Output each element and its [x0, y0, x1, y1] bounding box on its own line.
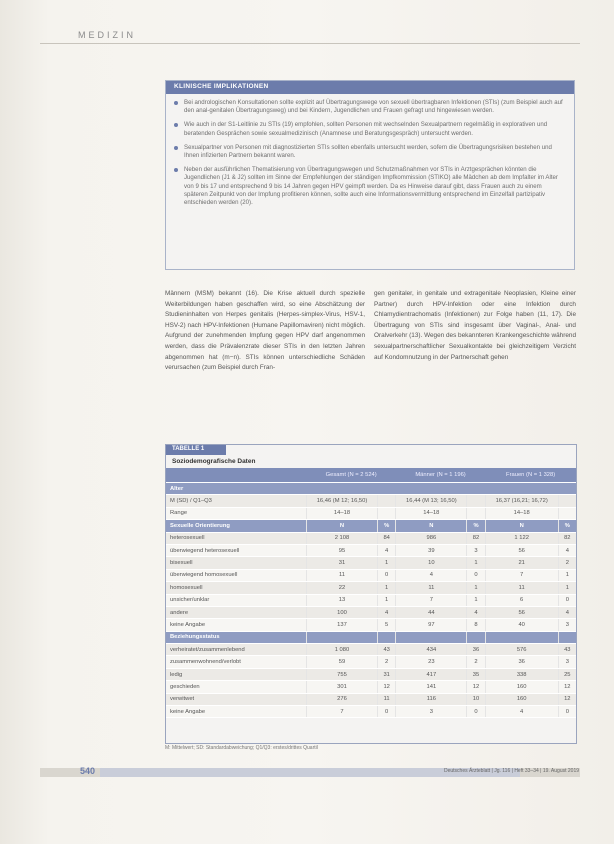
cell-value: 2 108 — [307, 532, 378, 544]
table-row — [166, 706, 576, 718]
row-label: keine Angabe — [166, 706, 307, 718]
row-label: M (SD) / Q1–Q3 — [166, 495, 307, 507]
cell-value: 4 — [377, 544, 395, 556]
cell-value: 2 — [377, 656, 395, 668]
cell-value: 39 — [396, 544, 467, 556]
cell-value: 6 — [485, 594, 558, 606]
table-footnote: M: Mittelwert; SD: Standardabweichung; Q1/Q3: erstes/drittes Quartil — [165, 745, 318, 751]
footer-citation: Deutsches Ärzteblatt | Jg. 116 | Heft 33–34 | 19. August 2019 — [444, 768, 579, 774]
cell-value: 12 — [377, 681, 395, 693]
cell-value: 84 — [377, 532, 395, 544]
row-label: Range — [166, 507, 307, 519]
cell-value — [467, 495, 485, 507]
section-label: MEDIZIN — [78, 30, 136, 40]
cell-value: 116 — [396, 693, 467, 705]
cell-value — [558, 495, 576, 507]
cell-value: 417 — [396, 668, 467, 680]
cell-value: 301 — [307, 681, 378, 693]
cell-value: 14–18 — [307, 507, 378, 519]
cell-value: 338 — [485, 668, 558, 680]
cell-value: 160 — [485, 681, 558, 693]
table-row — [166, 557, 576, 569]
cell-value: 31 — [307, 557, 378, 569]
cell-value: 0 — [558, 706, 576, 718]
column-header: Frauen (N = 1 328) — [485, 468, 576, 483]
row-label: verheiratet/zusammenlebend — [166, 644, 307, 656]
cell-value: 4 — [558, 544, 576, 556]
row-label: verwitwet — [166, 693, 307, 705]
cell-value: 434 — [396, 644, 467, 656]
cell-value: 56 — [485, 544, 558, 556]
row-label: heterosexuell — [166, 532, 307, 544]
cell-value: 36 — [467, 644, 485, 656]
box-list — [166, 99, 574, 207]
box-item: Wie auch in der S1-Leitlinie zu STIs (19) empfohlen, sollten Personen mit wechselnden Sexualpartnern regelmäßig in explorativen und beratenden Gesprächen sowie sexualmedizinisch (Anamnese und Beratungsgespräch) untersucht werden. — [174, 121, 566, 137]
cell-value: 21 — [485, 557, 558, 569]
cell-value: 31 — [377, 668, 395, 680]
table-row — [166, 594, 576, 606]
cell-value: 59 — [307, 656, 378, 668]
cell-value: 276 — [307, 693, 378, 705]
cell-value: 1 — [377, 582, 395, 594]
cell-value: 16,44 (M 13; 16,50) — [396, 495, 467, 507]
table-row — [166, 619, 576, 631]
table-row — [166, 644, 576, 656]
cell-value: 160 — [485, 693, 558, 705]
row-label: überwiegend homosexuell — [166, 569, 307, 581]
cell-value: 8 — [467, 619, 485, 631]
table-row — [166, 668, 576, 680]
bullet-icon — [174, 168, 178, 172]
cell-value: 11 — [485, 582, 558, 594]
cell-value: 3 — [558, 619, 576, 631]
group-label: Alter — [166, 483, 576, 495]
row-label: überwiegend heterosexuell — [166, 544, 307, 556]
cell-value: 16,37 (16,21; 16,72) — [485, 495, 558, 507]
cell-value: 1 122 — [485, 532, 558, 544]
row-label: unsicher/unklar — [166, 594, 307, 606]
cell-value: 82 — [558, 532, 576, 544]
cell-value: 13 — [307, 594, 378, 606]
cell-value: 1 — [467, 582, 485, 594]
cell-value: 23 — [396, 656, 467, 668]
cell-value: 7 — [485, 569, 558, 581]
cell-value: 576 — [485, 644, 558, 656]
cell-value — [396, 631, 467, 643]
column-header: Gesamt (N = 2 524) — [307, 468, 396, 483]
bullet-icon — [174, 123, 178, 127]
table-header-row — [166, 468, 576, 483]
cell-value: N — [485, 520, 558, 532]
cell-value: 141 — [396, 681, 467, 693]
cell-value — [307, 631, 378, 643]
table-row — [166, 495, 576, 507]
page-number: 540 — [80, 766, 96, 776]
cell-value: 100 — [307, 606, 378, 618]
cell-value — [467, 507, 485, 519]
cell-value — [485, 631, 558, 643]
cell-value: 2 — [558, 557, 576, 569]
cell-value — [377, 495, 395, 507]
cell-value: 4 — [558, 606, 576, 618]
cell-value: 43 — [558, 644, 576, 656]
cell-value: 12 — [558, 693, 576, 705]
cell-value: 755 — [307, 668, 378, 680]
cell-value: % — [467, 520, 485, 532]
table-title: Soziodemografische Daten — [172, 458, 256, 465]
row-label: homosexuell — [166, 582, 307, 594]
cell-value: 0 — [377, 569, 395, 581]
cell-value: 1 — [377, 594, 395, 606]
cell-value: 12 — [558, 681, 576, 693]
table-row — [166, 532, 576, 544]
cell-value: 10 — [467, 693, 485, 705]
cell-value: 1 080 — [307, 644, 378, 656]
box-item: Bei andrologischen Konsultationen sollte explizit auf Übertragungswege von sexuell übertragbaren Infektionen (STIs) (zum Beispiel auch auf den anal-genitalen Übertragungsweg) und bei Kindern, Jugendlichen und Frauen gefragt und hingewiesen werden. — [174, 99, 566, 115]
cell-value: 16,46 (M 12; 16,50) — [307, 495, 378, 507]
cell-value: 2 — [467, 656, 485, 668]
cell-value: N — [307, 520, 378, 532]
cell-value: % — [377, 520, 395, 532]
bullet-icon — [174, 101, 178, 105]
cell-value: 1 — [467, 594, 485, 606]
cell-value: 3 — [396, 706, 467, 718]
cell-value: N — [396, 520, 467, 532]
cell-value: 4 — [467, 606, 485, 618]
cell-value: 97 — [396, 619, 467, 631]
table-row — [166, 582, 576, 594]
cell-value: 36 — [485, 656, 558, 668]
row-label: Beziehungsstatus — [166, 631, 307, 643]
cell-value — [467, 631, 485, 643]
cell-value: 12 — [467, 681, 485, 693]
top-rule — [40, 43, 580, 44]
box-item: Neben der ausführlichen Thematisierung von Übertragungswegen und Schutzmaßnahmen vor STIs in Arztgesprächen könnten die Jugendlichen (J1 & J2) sollten im Sinne der Empfehlungen der ständigen Impfkommission (STIKO) alle Mädchen ab dem Impfalter im Alter von 9 bis 17 und entsprechend 9 bis 14 Jahren gegen HPV geimpft werden. Da es Hinweise darauf gibt, dass Frauen auch zu einem späteren Zeitpunkt von der Impfung profitieren können, sollte auch eine Informationsvermittlung entsprechend im Einzelfall partizipativ entschieden werden (20). — [174, 166, 566, 207]
cell-value: 0 — [377, 706, 395, 718]
cell-value: 4 — [396, 569, 467, 581]
box-item: Sexualpartner von Personen mit diagnostizierten STIs sollten ebenfalls untersucht werden, sofern die Übertragungsrisiken bestehen und Ihnen infizierten Partnern bekannt waren. — [174, 144, 566, 160]
table-tab-label: TABELLE 1 — [166, 445, 226, 455]
table-1 — [165, 444, 577, 744]
table-group-row — [166, 483, 576, 495]
cell-value: 35 — [467, 668, 485, 680]
cell-value: 0 — [467, 569, 485, 581]
cell-value: 5 — [377, 619, 395, 631]
row-label: keine Angabe — [166, 619, 307, 631]
table-row — [166, 631, 576, 643]
cell-value: 7 — [396, 594, 467, 606]
cell-value: 1 — [558, 569, 576, 581]
cell-value: 22 — [307, 582, 378, 594]
row-label: ledig — [166, 668, 307, 680]
demographics-table — [166, 468, 576, 718]
cell-value: 11 — [396, 582, 467, 594]
cell-value: 7 — [307, 706, 378, 718]
table-row — [166, 569, 576, 581]
row-label: geschieden — [166, 681, 307, 693]
row-label: Sexuelle Orientierung — [166, 520, 307, 532]
cell-value: 4 — [485, 706, 558, 718]
column-header: Männer (N = 1 196) — [396, 468, 485, 483]
cell-value: 0 — [467, 706, 485, 718]
cell-value: 14–18 — [396, 507, 467, 519]
bullet-icon — [174, 146, 178, 150]
row-label: bisexuell — [166, 557, 307, 569]
cell-value: 3 — [467, 544, 485, 556]
table-row — [166, 507, 576, 519]
table-row — [166, 693, 576, 705]
table-row — [166, 520, 576, 532]
cell-value: 986 — [396, 532, 467, 544]
column-header — [166, 468, 307, 483]
cell-value: 44 — [396, 606, 467, 618]
cell-value: 4 — [377, 606, 395, 618]
row-label: zusammenwohnend/verlobt — [166, 656, 307, 668]
table-row — [166, 544, 576, 556]
table-row — [166, 681, 576, 693]
body-column-right: gen genitaler, in genitale und extragenitale Neoplasien, Kleine einer Partner) durch HPV-Infektion oder eine Infektion durch Chlamydientrachomatis (Infektionen) zur Folge haben (11, 17). Die Übertragung von STIs sind insgesamt über Vaginal-, Anal- und Oralverkehr (13). Wegen des bekannteren Krankengeschichte während sexualpartnerschaftlicher Sexualkontakte bei gleichzeitigem Verzicht auf Kondomnutzung in der Partnerschaft gehen — [374, 290, 577, 361]
cell-value: 25 — [558, 668, 576, 680]
cell-value: 10 — [396, 557, 467, 569]
row-label: andere — [166, 606, 307, 618]
cell-value: 95 — [307, 544, 378, 556]
cell-value — [377, 631, 395, 643]
cell-value: % — [558, 520, 576, 532]
clinical-implications-box — [165, 80, 575, 270]
cell-value: 1 — [467, 557, 485, 569]
cell-value: 0 — [558, 594, 576, 606]
table-row — [166, 606, 576, 618]
cell-value: 14–18 — [485, 507, 558, 519]
cell-value: 3 — [558, 656, 576, 668]
cell-value — [558, 631, 576, 643]
cell-value — [377, 507, 395, 519]
cell-value: 11 — [377, 693, 395, 705]
cell-value: 43 — [377, 644, 395, 656]
cell-value: 11 — [307, 569, 378, 581]
cell-value: 1 — [558, 582, 576, 594]
table-row — [166, 656, 576, 668]
cell-value: 56 — [485, 606, 558, 618]
box-title: KLINISCHE IMPLIKATIONEN — [166, 81, 574, 94]
cell-value: 1 — [377, 557, 395, 569]
cell-value: 82 — [467, 532, 485, 544]
body-column-left: Männern (MSM) bekannt (16). Die Krise aktuell durch spezielle Weiterbildungen haben geschaffen wird, so eine Abschätzung der Studieninhalten von Herpes genitalis (Herpes-simplex-Virus, HSV-1, HSV-2) nach HPV-Infektionen (Humane Papillomaviren) nicht möglich. Aufgrund der zunehmenden Impfung gegen HPV darf angenommen werden, dass die Prävalenzrate dieser STIs in den letzten Jahren abgenommen hat (m−n). STIs können unterschiedliche Schäden verursachen (zum Beispiel durch Fran- — [165, 290, 365, 372]
cell-value: 40 — [485, 619, 558, 631]
cell-value: 137 — [307, 619, 378, 631]
cell-value — [558, 507, 576, 519]
